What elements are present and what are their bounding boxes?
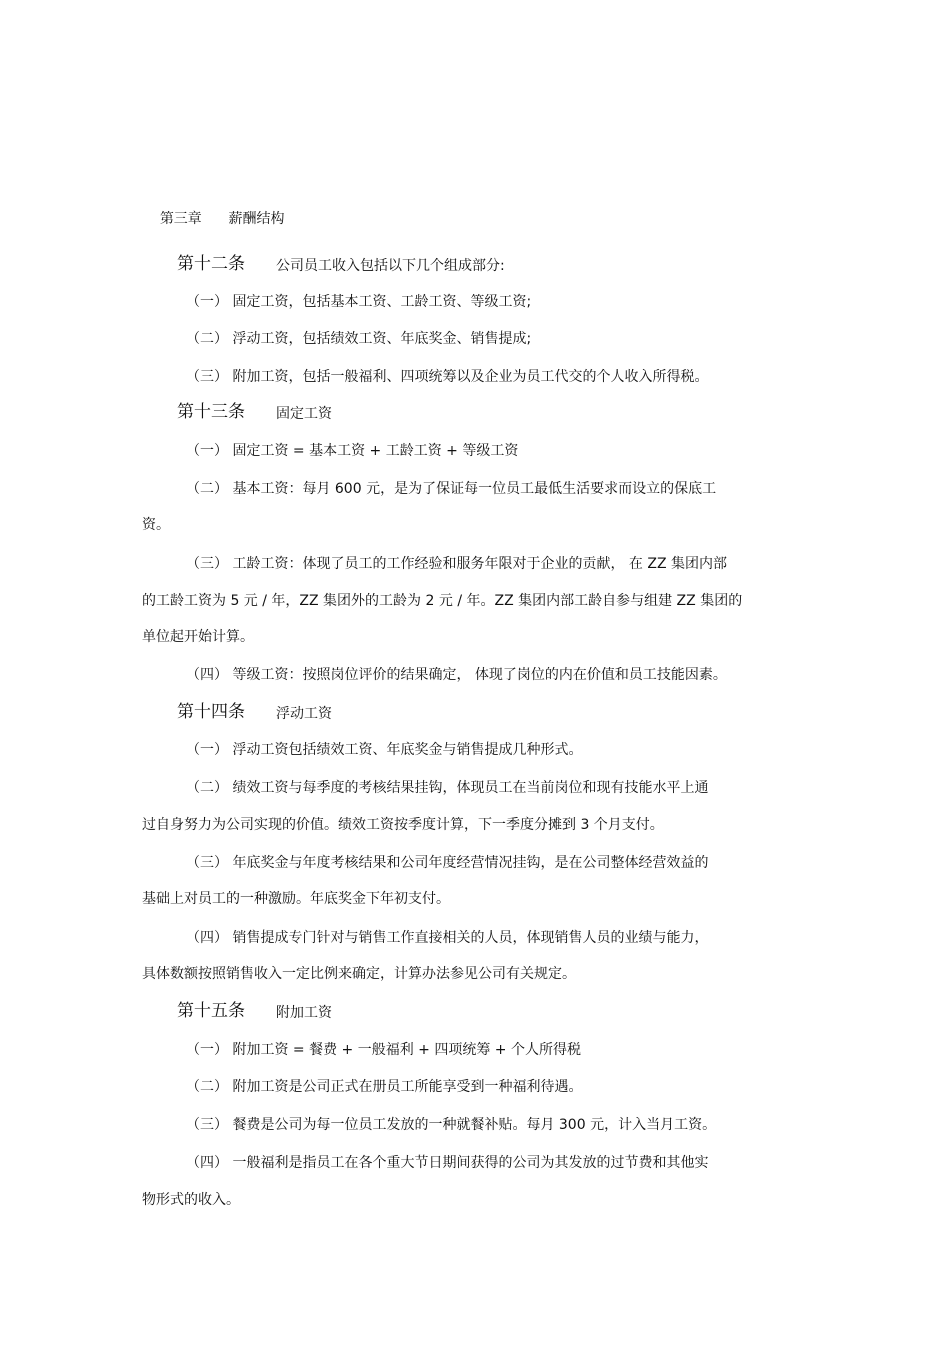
- paragraph: （二） 浮动工资，包括绩效工资、年底奖金、销售提成;: [186, 331, 532, 347]
- paragraph: （三） 工龄工资：体现了员工的工作经验和服务年限对于企业的贡献， 在 ZZ 集团内部: [186, 556, 727, 572]
- article-15-heading: 第十五条: [177, 1001, 245, 1021]
- article-13-heading: 第十三条: [177, 402, 245, 422]
- paragraph: （四） 等级工资：按照岗位评价的结果确定， 体现了岗位的内在价值和员工技能因素。: [186, 667, 727, 683]
- article-14-title: 浮动工资: [276, 706, 332, 722]
- paragraph: （三） 年底奖金与年度考核结果和公司年度经营情况挂钩，是在公司整体经营效益的: [186, 855, 709, 871]
- paragraph: （二） 绩效工资与每季度的考核结果挂钩，体现员工在当前岗位和现有技能水平上通: [186, 780, 709, 796]
- paragraph-continuation: 的工龄工资为 5 元 / 年，ZZ 集团外的工龄为 2 元 / 年。ZZ 集团内部工龄自参与组建 ZZ 集团的: [142, 593, 743, 609]
- paragraph: （一） 附加工资 = 餐费 + 一般福利 + 四项统筹 + 个人所得税: [186, 1042, 581, 1058]
- article-15-title: 附加工资: [276, 1005, 332, 1021]
- paragraph-continuation: 资。: [142, 517, 170, 533]
- article-14-heading: 第十四条: [177, 702, 245, 722]
- paragraph: （三） 附加工资，包括一般福利、四项统筹以及企业为员工代交的个人收入所得税。: [186, 369, 709, 385]
- paragraph: （三） 餐费是公司为每一位员工发放的一种就餐补贴。每月 300 元，计入当月工资。: [186, 1117, 717, 1133]
- paragraph-continuation: 物形式的收入。: [142, 1192, 240, 1208]
- paragraph: （四） 销售提成专门针对与销售工作直接相关的人员，体现销售人员的业绩与能力，: [186, 930, 709, 946]
- paragraph-continuation: 单位起开始计算。: [142, 629, 254, 645]
- chapter-heading: [142, 189, 285, 249]
- article-12-heading: 第十二条: [177, 254, 245, 274]
- paragraph-continuation: 具体数额按照销售收入一定比例来确定，计算办法参见公司有关规定。: [142, 966, 576, 982]
- paragraph-continuation: 基础上对员工的一种激励。年底奖金下年初支付。: [142, 891, 450, 907]
- chapter-title: 薪酬结构: [228, 211, 285, 227]
- chapter-number: 第三章: [159, 211, 202, 227]
- paragraph: （一） 固定工资 = 基本工资 + 工龄工资 + 等级工资: [186, 443, 519, 459]
- paragraph-continuation: 过自身努力为公司实现的价值。绩效工资按季度计算，下一季度分摊到 3 个月支付。: [142, 817, 664, 833]
- article-13-title: 固定工资: [276, 406, 332, 422]
- paragraph: （二） 附加工资是公司正式在册员工所能享受到一种福利待遇。: [186, 1079, 583, 1095]
- paragraph: （四） 一般福利是指员工在各个重大节日期间获得的公司为其发放的过节费和其他实: [186, 1155, 709, 1171]
- paragraph: （一） 固定工资，包括基本工资、工龄工资、等级工资;: [186, 294, 532, 310]
- paragraph: （一） 浮动工资包括绩效工资、年底奖金与销售提成几种形式。: [186, 742, 583, 758]
- paragraph: （二） 基本工资：每月 600 元，是为了保证每一位员工最低生活要求而设立的保底工: [186, 481, 717, 497]
- article-12-title: 公司员工收入包括以下几个组成部分:: [276, 258, 505, 274]
